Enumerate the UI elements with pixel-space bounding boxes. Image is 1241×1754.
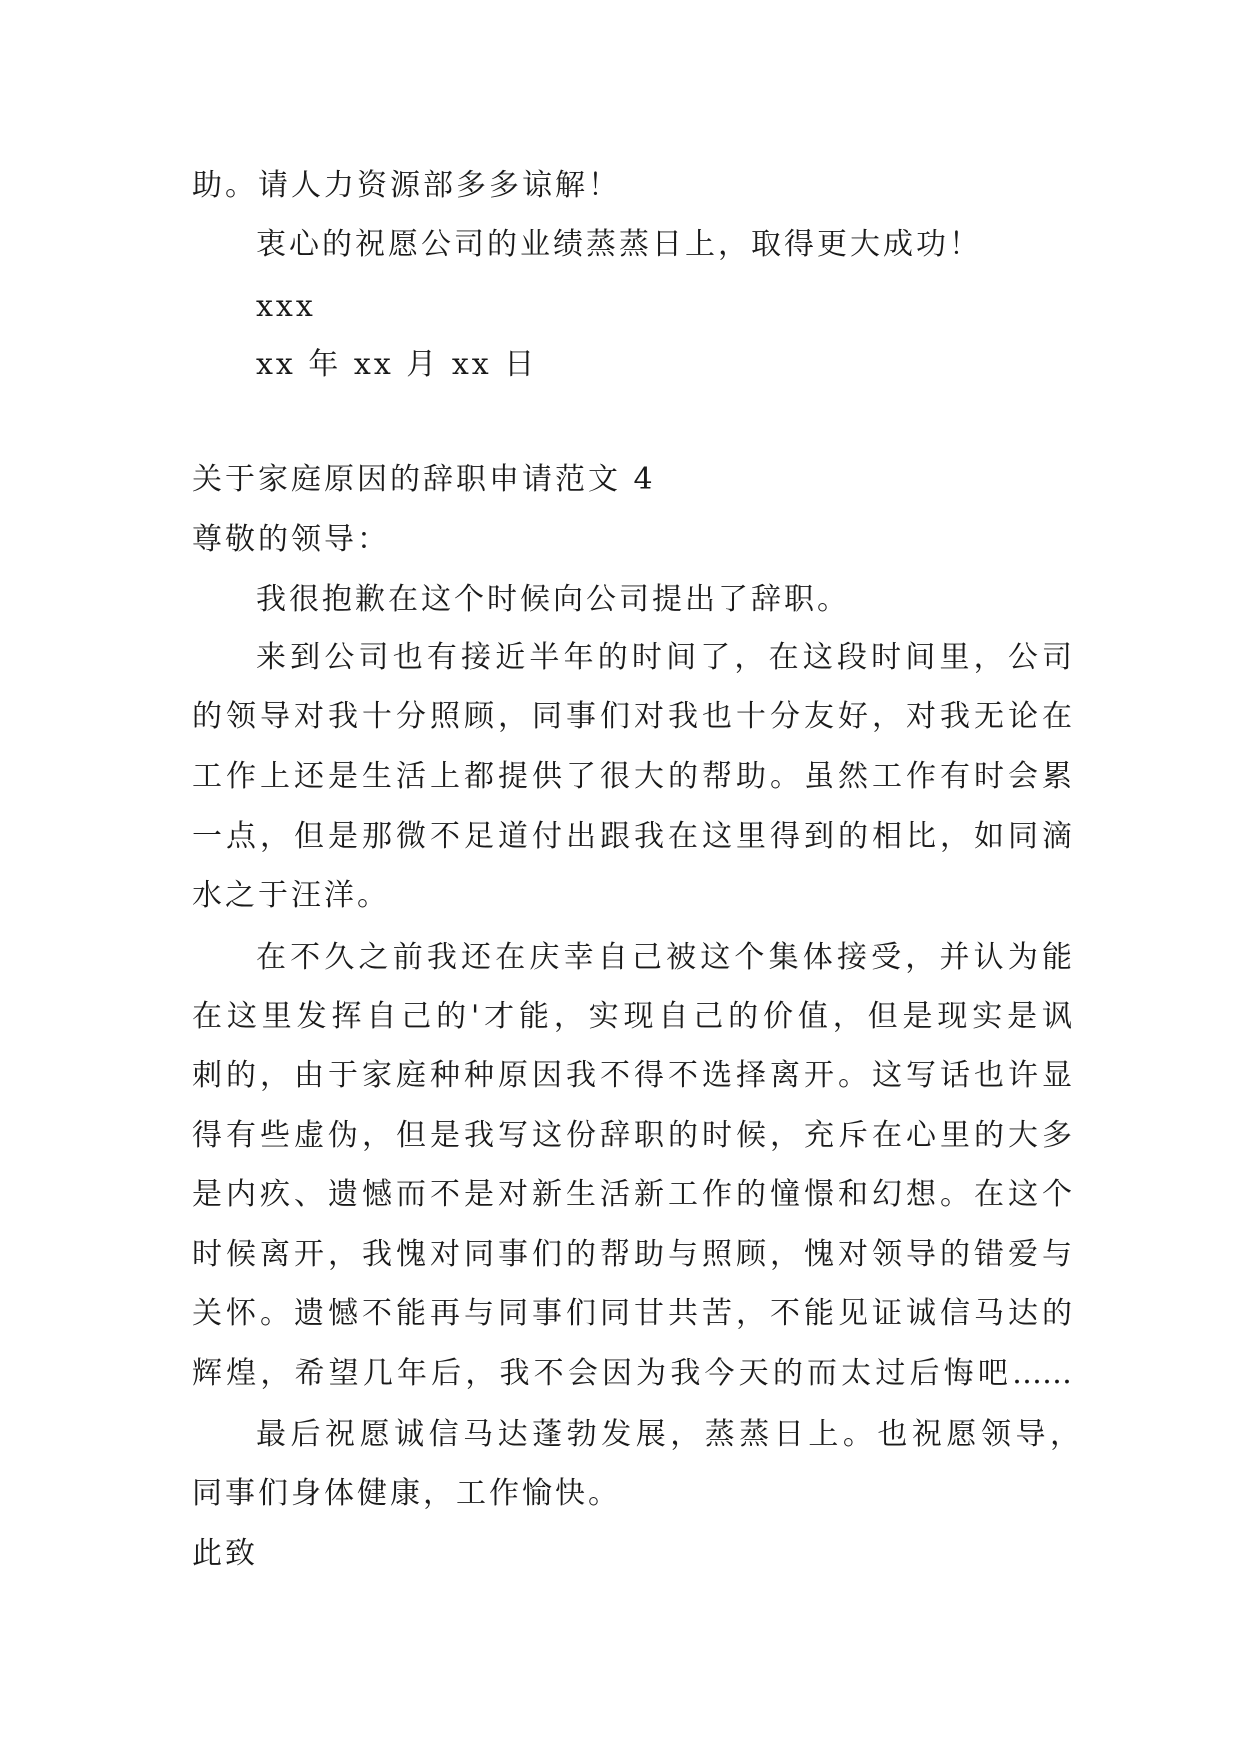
- paragraph-line: 最后祝愿诚信马达蓬勃发展，蒸蒸日上。也祝愿领导，: [256, 1417, 1080, 1452]
- paragraph-line: 来到公司也有接近半年的时间了，在这段时间里，公司: [256, 640, 1072, 675]
- paragraph-line: 我很抱歉在这个时候向公司提出了辞职。: [256, 582, 850, 617]
- paragraph-line: 的领导对我十分照顾，同事们对我也十分友好，对我无论在: [192, 699, 1072, 734]
- paragraph-line: 水之于汪洋。: [192, 878, 390, 913]
- letter-title: 关于家庭原因的辞职申请范文 4: [192, 462, 656, 497]
- paragraph-line: 关怀。遗憾不能再与同事们同甘共苦，不能见证诚信马达的: [192, 1296, 1072, 1331]
- previous-letter-tail-line: 助。请人力资源部多多谅解！: [192, 168, 621, 203]
- paragraph-line: 工作上还是生活上都提供了很大的帮助。虽然工作有时会累: [192, 759, 1072, 794]
- previous-letter-closing-wish: 衷心的祝愿公司的业绩蒸蒸日上，取得更大成功！: [256, 227, 982, 262]
- previous-letter-date: xx 年 xx 月 xx 日: [256, 347, 538, 382]
- letter-salutation: 尊敬的领导：: [192, 522, 390, 557]
- paragraph-line: 刺的，由于家庭种种原因我不得不选择离开。这写话也许显: [192, 1058, 1072, 1093]
- paragraph-line: 时候离开，我愧对同事们的帮助与照顾，愧对领导的错爱与: [192, 1237, 1072, 1272]
- paragraph-line: 在这里发挥自己的'才能，实现自己的价值，但是现实是讽: [192, 999, 1072, 1034]
- letter-closing: 此致: [192, 1536, 258, 1571]
- paragraph-line: 在不久之前我还在庆幸自己被这个集体接受，并认为能: [256, 940, 1072, 975]
- previous-letter-signature: xxx: [256, 289, 316, 324]
- paragraph-line: 是内疚、遗憾而不是对新生活新工作的憧憬和幻想。在这个: [192, 1177, 1072, 1212]
- paragraph-line: 一点，但是那微不足道付出跟我在这里得到的相比，如同滴: [192, 819, 1072, 854]
- paragraph-line: 同事们身体健康，工作愉快。: [192, 1476, 621, 1511]
- paragraph-line: 辉煌，希望几年后，我不会因为我今天的而太过后悔吧……: [192, 1356, 1072, 1391]
- paragraph-line: 得有些虚伪，但是我写这份辞职的时候，充斥在心里的大多: [192, 1118, 1072, 1153]
